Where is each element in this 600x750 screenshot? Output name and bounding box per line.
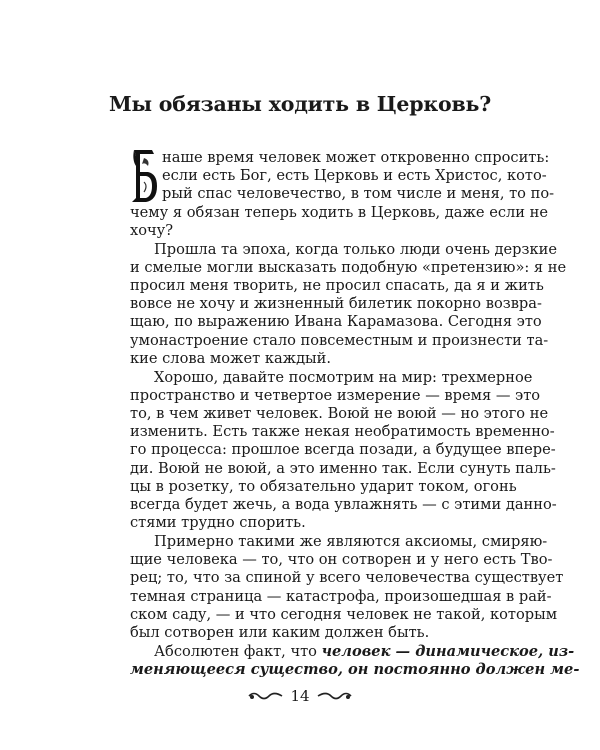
text-line: пространство и четвертое измерение — время — это <box>130 386 541 404</box>
page-footer <box>0 686 600 706</box>
text-line <box>154 642 575 662</box>
text-line: ском саду, — и что сегодня человек не такой, которым <box>130 605 558 623</box>
text-line: цы в розетку, то обязательно ударит током, огонь <box>130 477 517 495</box>
text-line: рец; то, что за спиной у всего человечества существует <box>130 569 564 587</box>
text-line: щаю, по выражению Ивана Карамазова. Сегодня это <box>130 313 542 331</box>
ornament-right-icon <box>316 690 352 702</box>
text-line: го процесса: прошлое всегда позади, а будущее впере- <box>130 441 556 459</box>
text-line: кие слова может каждый. <box>130 349 332 367</box>
ornament-left-icon <box>248 690 284 702</box>
text-line: наше время человек может откровенно спросить: <box>162 149 550 166</box>
text-line: темная страница — катастрофа, произошедшая в рай- <box>130 587 552 605</box>
text-line: изменить. Есть также некая необратимость временно- <box>130 423 555 441</box>
text-line: чему я обязан теперь ходить в Церковь, даже если не <box>130 203 549 221</box>
text-line: то, в чем живет человек. Воюй не воюй — но этого не <box>130 405 549 422</box>
text-line: вовсе не хочу и жизненный билетик покорно возвра- <box>130 295 542 313</box>
text-line: просил меня творить, не просил спасать, да я и жить <box>130 277 544 294</box>
text-line: Хорошо, давайте посмотрим на мир: трехмерное <box>154 368 533 386</box>
text-line: был сотворен или каким должен быть. <box>130 623 430 641</box>
drop-cap <box>130 148 158 204</box>
chapter-title: Мы обязаны ходить в Церковь? <box>108 92 492 116</box>
text-line: стями трудно спорить. <box>130 514 306 531</box>
text-line: ди. Воюй не воюй, а это именно так. Если сунуть паль- <box>130 459 556 477</box>
text-line: хочу? <box>130 221 174 239</box>
text-line: и смелые могли высказать подобную «претензию»: я не <box>130 258 567 276</box>
page-number: 14 <box>290 687 310 705</box>
text-line: Прошла та эпоха, когда только люди очень дерзкие <box>154 240 557 258</box>
text-line: всегда будет жечь, а вода увлажнять — с этими данно- <box>130 495 557 513</box>
text-line: если есть Бог, есть Церковь и есть Христос, кото- <box>162 167 547 185</box>
text-line: меняющееся существо, он постоянно должен ме- <box>130 661 580 678</box>
text-line: щие человека — то, что он сотворен и у него есть Тво- <box>130 551 553 569</box>
text-line: умонастроение стало повсеместным и произнести та- <box>130 331 549 349</box>
text-line: Примерно такими же являются аксиомы, смиряю- <box>154 533 548 550</box>
emphasis-text: человек — динамическое, из- <box>321 642 575 660</box>
plain-text: Абсолютен факт, что <box>154 642 322 660</box>
text-line: рый спас человечество, в том числе и меня, то по- <box>162 185 555 203</box>
